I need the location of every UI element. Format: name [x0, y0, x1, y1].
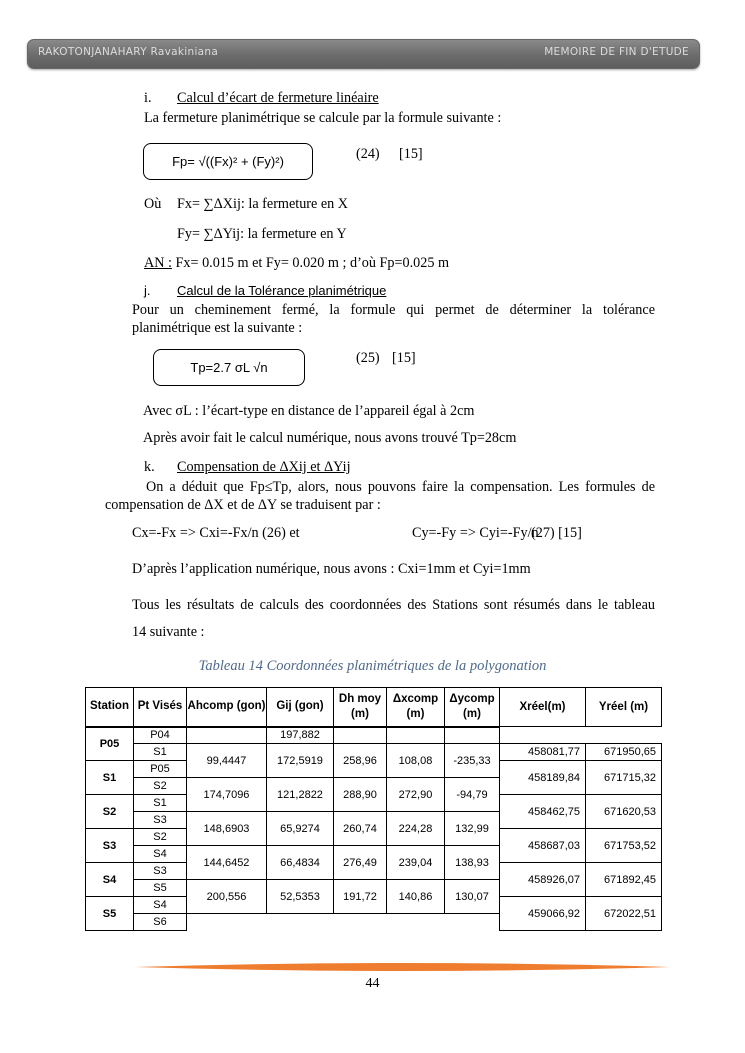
pt-vise-cell: S5: [134, 880, 187, 897]
an-label: AN :: [144, 255, 172, 271]
formula-25: Tp=2.7 σL √n: [190, 360, 268, 375]
header-dx-comp: Δxcomp (m): [387, 688, 445, 727]
y-reel-cell: 672022,51: [586, 897, 662, 931]
pt-vise-cell: P04: [134, 727, 187, 744]
dh-cell: [334, 727, 387, 744]
gij-cell: 65,9274: [267, 812, 334, 846]
formula-25-source: [15]: [392, 350, 416, 366]
header-dy-comp: Δycomp (m): [445, 688, 500, 727]
header-x-reel: Xréel(m): [500, 688, 586, 727]
dh-cell: 288,90: [334, 778, 387, 812]
section-j-title: Calcul de la Tolérance planimétrique: [177, 283, 387, 298]
gij-cell: 66,4834: [267, 846, 334, 880]
application-line: D’après l’application numérique, nous avons : Cxi=1mm et Cyi=1mm: [132, 561, 531, 577]
ahcomp-cell: 174,7096: [187, 778, 267, 812]
dx-cell: 108,08: [387, 744, 445, 778]
header-gij: Gij (gon): [267, 688, 334, 727]
section-j-line2: planimétrique est la suivante :: [132, 320, 303, 336]
x-reel-cell: 458462,75: [500, 795, 586, 829]
avec-line: Avec σL : l’écart-type en distance de l’appareil égal à 2cm: [143, 403, 475, 419]
station-cell: S4: [86, 863, 134, 897]
page-header: [27, 39, 700, 69]
summary-line2: 14 suivante :: [132, 624, 205, 640]
summary-line1: Tous les résultats de calculs des coordonnées des Stations sont résumés dans le tableau: [132, 597, 655, 613]
y-reel-cell: 671620,53: [586, 795, 662, 829]
formula-25-ref: (25): [356, 350, 380, 366]
dh-cell: 191,72: [334, 880, 387, 914]
table-row: [86, 744, 662, 761]
formula-25-box: [153, 349, 305, 386]
station-cell: S2: [86, 795, 134, 829]
formula-27: Cy=-Fy => Cyi=-Fy/n: [412, 525, 539, 541]
formula-26: Cx=-Fx => Cxi=-Fx/n (26) et: [132, 525, 300, 541]
header-title: MEMOIRE DE FIN D'ETUDE: [544, 46, 689, 58]
formula-24-box: [143, 143, 313, 180]
pt-vise-cell: S1: [134, 744, 187, 761]
pt-vise-cell: S3: [134, 812, 187, 829]
ahcomp-cell: 99,4447: [187, 744, 267, 778]
y-reel-cell: 671715,32: [586, 761, 662, 795]
where-label: Où: [144, 196, 162, 212]
an-line: [144, 255, 449, 272]
dx-cell: 239,04: [387, 846, 445, 880]
formula-24-ref: (24): [356, 146, 380, 162]
gij-cell: 52,5353: [267, 880, 334, 914]
dh-cell: 276,49: [334, 846, 387, 880]
section-j-number: j.: [144, 283, 151, 298]
pt-vise-cell: S2: [134, 778, 187, 795]
section-k-number: k.: [144, 459, 155, 475]
table-header-row: [86, 688, 662, 727]
dy-cell: 130,07: [445, 880, 500, 914]
station-cell: S3: [86, 829, 134, 863]
station-cell: S5: [86, 897, 134, 931]
y-reel-cell: [586, 727, 662, 744]
section-k-title: Compensation de ΔXij et ΔYij: [177, 459, 351, 475]
dy-cell: [445, 727, 500, 744]
footer-decoration: [135, 963, 670, 971]
pt-vise-cell: S1: [134, 795, 187, 812]
pt-vise-cell: P05: [134, 761, 187, 778]
gij-cell: 172,5919: [267, 744, 334, 778]
dh-cell: 258,96: [334, 744, 387, 778]
x-reel-cell: 458081,77: [500, 744, 586, 761]
x-reel-cell: 458189,84: [500, 761, 586, 795]
header-y-reel: Yréel (m): [586, 688, 662, 727]
apres-line: Après avoir fait le calcul numérique, nous avons trouvé Tp=28cm: [143, 430, 517, 446]
dh-cell: 260,74: [334, 812, 387, 846]
an-text: Fx= 0.015 m et Fy= 0.020 m ; d’où Fp=0.025 m: [171, 255, 450, 271]
ahcomp-cell: [187, 727, 267, 744]
pt-vise-cell: S2: [134, 829, 187, 846]
dx-cell: 140,86: [387, 880, 445, 914]
pt-vise-cell: S4: [134, 897, 187, 914]
header-station: Station: [86, 688, 134, 727]
pt-vise-cell: S4: [134, 846, 187, 863]
y-reel-cell: 671753,52: [586, 829, 662, 863]
dx-cell: 224,28: [387, 812, 445, 846]
ahcomp-cell: 144,6452: [187, 846, 267, 880]
dx-cell: 272,90: [387, 778, 445, 812]
formula-24-source: [15]: [399, 146, 423, 162]
x-reel-cell: 458926,07: [500, 863, 586, 897]
section-k-line2: compensation de ΔX et de ΔY se traduisent par :: [105, 497, 381, 513]
header-dh-moy: Dh moy (m): [334, 688, 387, 727]
x-reel-cell: 458687,03: [500, 829, 586, 863]
station-cell: P05: [86, 727, 134, 761]
dy-cell: -235,33: [445, 744, 500, 778]
header-author: RAKOTONJANAHARY Ravakiniana: [38, 46, 219, 58]
pt-vise-cell: S6: [134, 914, 187, 931]
section-j-line1: Pour un cheminement fermé, la formule qui permet de déterminer la tolérance: [132, 302, 655, 318]
where-fy: Fy= ∑ΔYij: la fermeture en Y: [177, 226, 347, 242]
ahcomp-cell: 148,6903: [187, 812, 267, 846]
section-k-line1: On a déduit que Fp≤Tp, alors, nous pouvons faire la compensation. Les formules de: [146, 479, 655, 495]
gij-cell: 121,2822: [267, 778, 334, 812]
dy-cell: 138,93: [445, 846, 500, 880]
dy-cell: -94,79: [445, 778, 500, 812]
section-i-intro: La fermeture planimétrique se calcule par la formule suivante :: [144, 110, 502, 126]
section-i-title: Calcul d’écart de fermeture linéaire: [177, 90, 379, 106]
table-row: [86, 727, 662, 744]
coordinates-table: [85, 687, 662, 931]
header-ahcomp: Ahcomp (gon): [187, 688, 267, 727]
gij-cell: 197,882: [267, 727, 334, 744]
formula-27-ref: (27) [15]: [531, 525, 582, 541]
dy-cell: 132,99: [445, 812, 500, 846]
where-fx: Fx= ∑ΔXij: la fermeture en X: [177, 196, 349, 212]
x-reel-cell: 459066,92: [500, 897, 586, 931]
station-cell: S1: [86, 761, 134, 795]
dx-cell: [387, 727, 445, 744]
ahcomp-cell: 200,556: [187, 880, 267, 914]
formula-24: Fp= √((Fx)² + (Fy)²): [172, 154, 284, 169]
section-i-number: i.: [144, 90, 152, 106]
page-number: 44: [365, 976, 380, 991]
table-caption: Tableau 14 Coordonnées planimétriques de la polygonation: [198, 658, 547, 674]
pt-vise-cell: S3: [134, 863, 187, 880]
header-pt-vises: Pt Visés: [134, 688, 187, 727]
y-reel-cell: 671892,45: [586, 863, 662, 897]
x-reel-cell: [500, 727, 586, 744]
y-reel-cell: 671950,65: [586, 744, 662, 761]
